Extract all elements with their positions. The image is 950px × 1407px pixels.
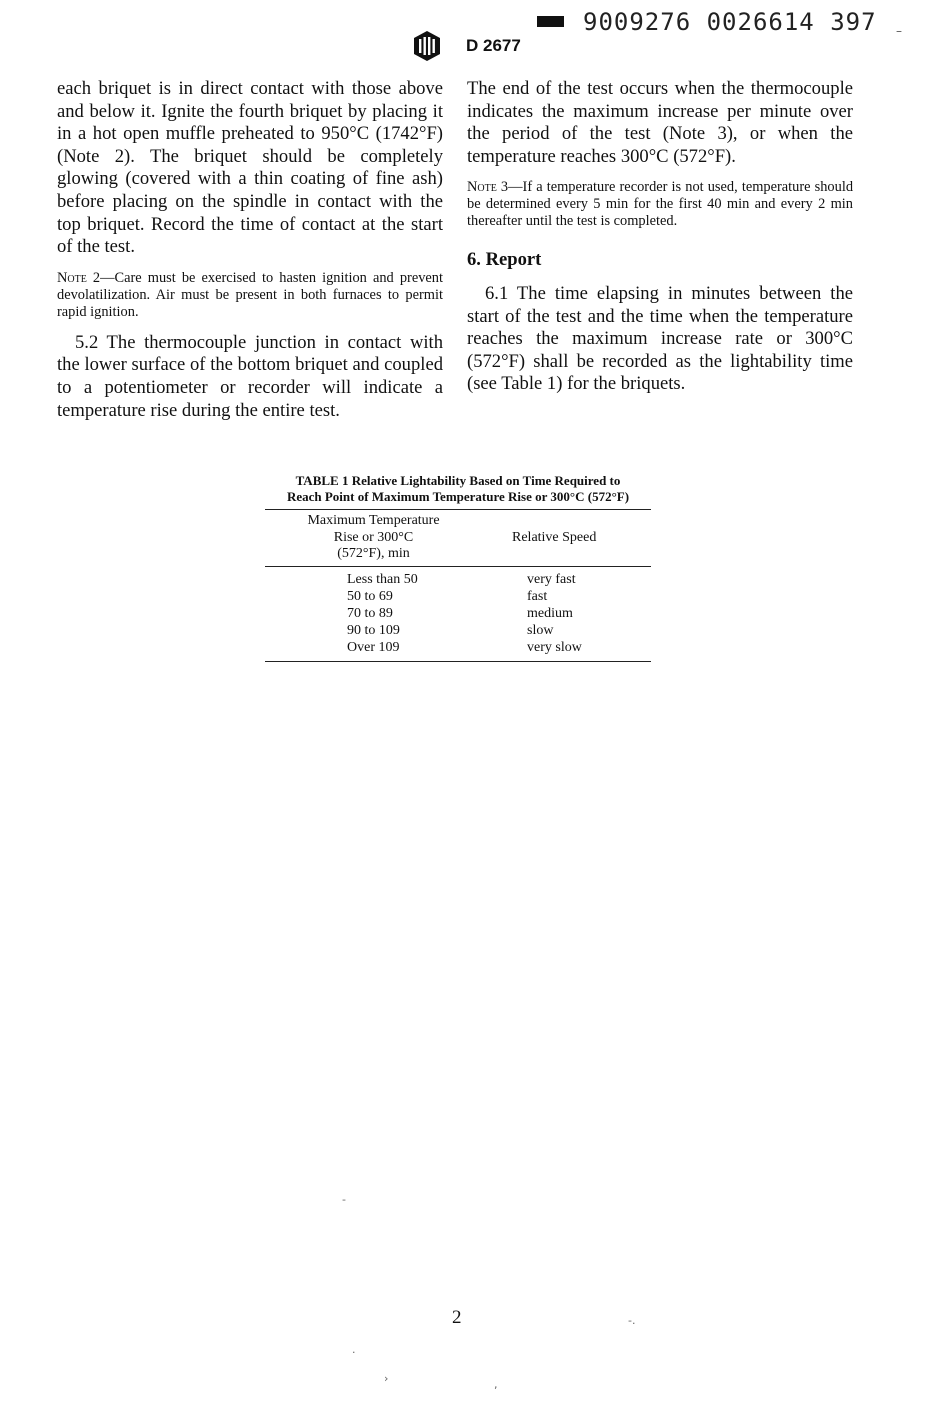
table-cell-time: 50 to 69 xyxy=(347,588,393,604)
paragraph-5-1-continued: each briquet is in direct contact with those above and below it. Ignite the fourth briquet by placing it in a hot open muffle preheated to 950°C (1742°F) (Note 2). The briquet should be completely glowing (covered with a thin coating of fine ash) before placing on the spindle in contact with the top briquet. Record the time of contact at the start of the test. xyxy=(57,78,443,258)
scan-code: 9009276 0026614 397 xyxy=(583,8,877,36)
page-number: 2 xyxy=(452,1307,462,1328)
left-column xyxy=(57,78,443,422)
note-2-label: Note 2 xyxy=(57,269,101,286)
note-3-label: Note 3 xyxy=(467,179,509,196)
table-cell-speed: medium xyxy=(527,605,573,621)
header-time-line-1: Maximum Temperature xyxy=(307,513,440,528)
table-cell-time: 70 to 89 xyxy=(347,605,393,621)
table-cell-speed: very slow xyxy=(527,640,582,656)
note-3 xyxy=(467,179,853,230)
scan-speck: , xyxy=(494,1378,498,1391)
astm-logo-icon xyxy=(412,30,442,62)
right-column xyxy=(467,78,853,396)
table-row xyxy=(265,571,651,588)
note-2 xyxy=(57,270,443,321)
scan-speck: -. xyxy=(628,1314,636,1327)
scan-speck: · xyxy=(352,1346,356,1359)
paragraph-end-of-test: The end of the test occurs when the thermocouple indicates the maximum increase per minute over the period of the test (Note 3), or when the temperature reaches 300°C (572°F). xyxy=(467,78,853,167)
table-cell-time: Over 109 xyxy=(347,640,400,656)
note-2-text: —Care must be exercised to hasten ignition and prevent devolatilization. Air must be present in both furnaces to permit rapid ignition. xyxy=(57,269,443,320)
scan-speck: - xyxy=(342,1193,346,1206)
paragraph-6-1: 6.1 The time elapsing in minutes between the start of the test and the time when the temperature reaches the maximum increase rate or 300°C (572°F) shall be recorded as the lightability time (see Table 1) for the briquets. xyxy=(467,282,853,395)
table-body xyxy=(265,567,651,661)
note-3-text: —If a temperature recorder is not used, temperature should be determined every 5 min for the first 40 min and every 2 min thereafter until the test is completed. xyxy=(467,179,854,230)
table-cell-time: 90 to 109 xyxy=(347,623,400,639)
table-cell-speed: slow xyxy=(527,623,554,639)
lightability-table xyxy=(265,473,651,662)
table-caption-line-1: TABLE 1 Relative Lightability Based on Time Required to xyxy=(295,473,621,488)
table-header-time xyxy=(265,513,482,563)
table-row xyxy=(265,639,651,656)
table-cell-speed: fast xyxy=(527,588,548,604)
table-header-row xyxy=(265,510,651,566)
scan-dash: – xyxy=(896,24,902,38)
table-header-speed: Relative Speed xyxy=(512,529,597,545)
table-row xyxy=(265,622,651,639)
table-row xyxy=(265,605,651,622)
table-cell-speed: very fast xyxy=(527,571,576,587)
scan-marker-bar xyxy=(537,16,564,27)
scan-speck: › xyxy=(384,1372,389,1385)
standard-designation: D 2677 xyxy=(466,36,521,55)
paragraph-5-2: 5.2 The thermocouple junction in contact with the lower surface of the bottom briquet and coupled to a potentiometer or recorder will indicate a temperature rise during the entire test. xyxy=(57,331,443,421)
table-row xyxy=(265,588,651,605)
table-caption-line-2: Reach Point of Maximum Temperature Rise or 300°C (572°F) xyxy=(286,489,630,504)
header-time-line-3: (572°F), min xyxy=(337,546,410,561)
table-caption xyxy=(265,473,651,505)
section-heading-report: 6. Report xyxy=(467,249,542,271)
table-bottom-rule xyxy=(265,661,651,662)
header-time-line-2: Rise or 300°C xyxy=(333,529,414,545)
table-cell-time: Less than 50 xyxy=(347,571,418,587)
